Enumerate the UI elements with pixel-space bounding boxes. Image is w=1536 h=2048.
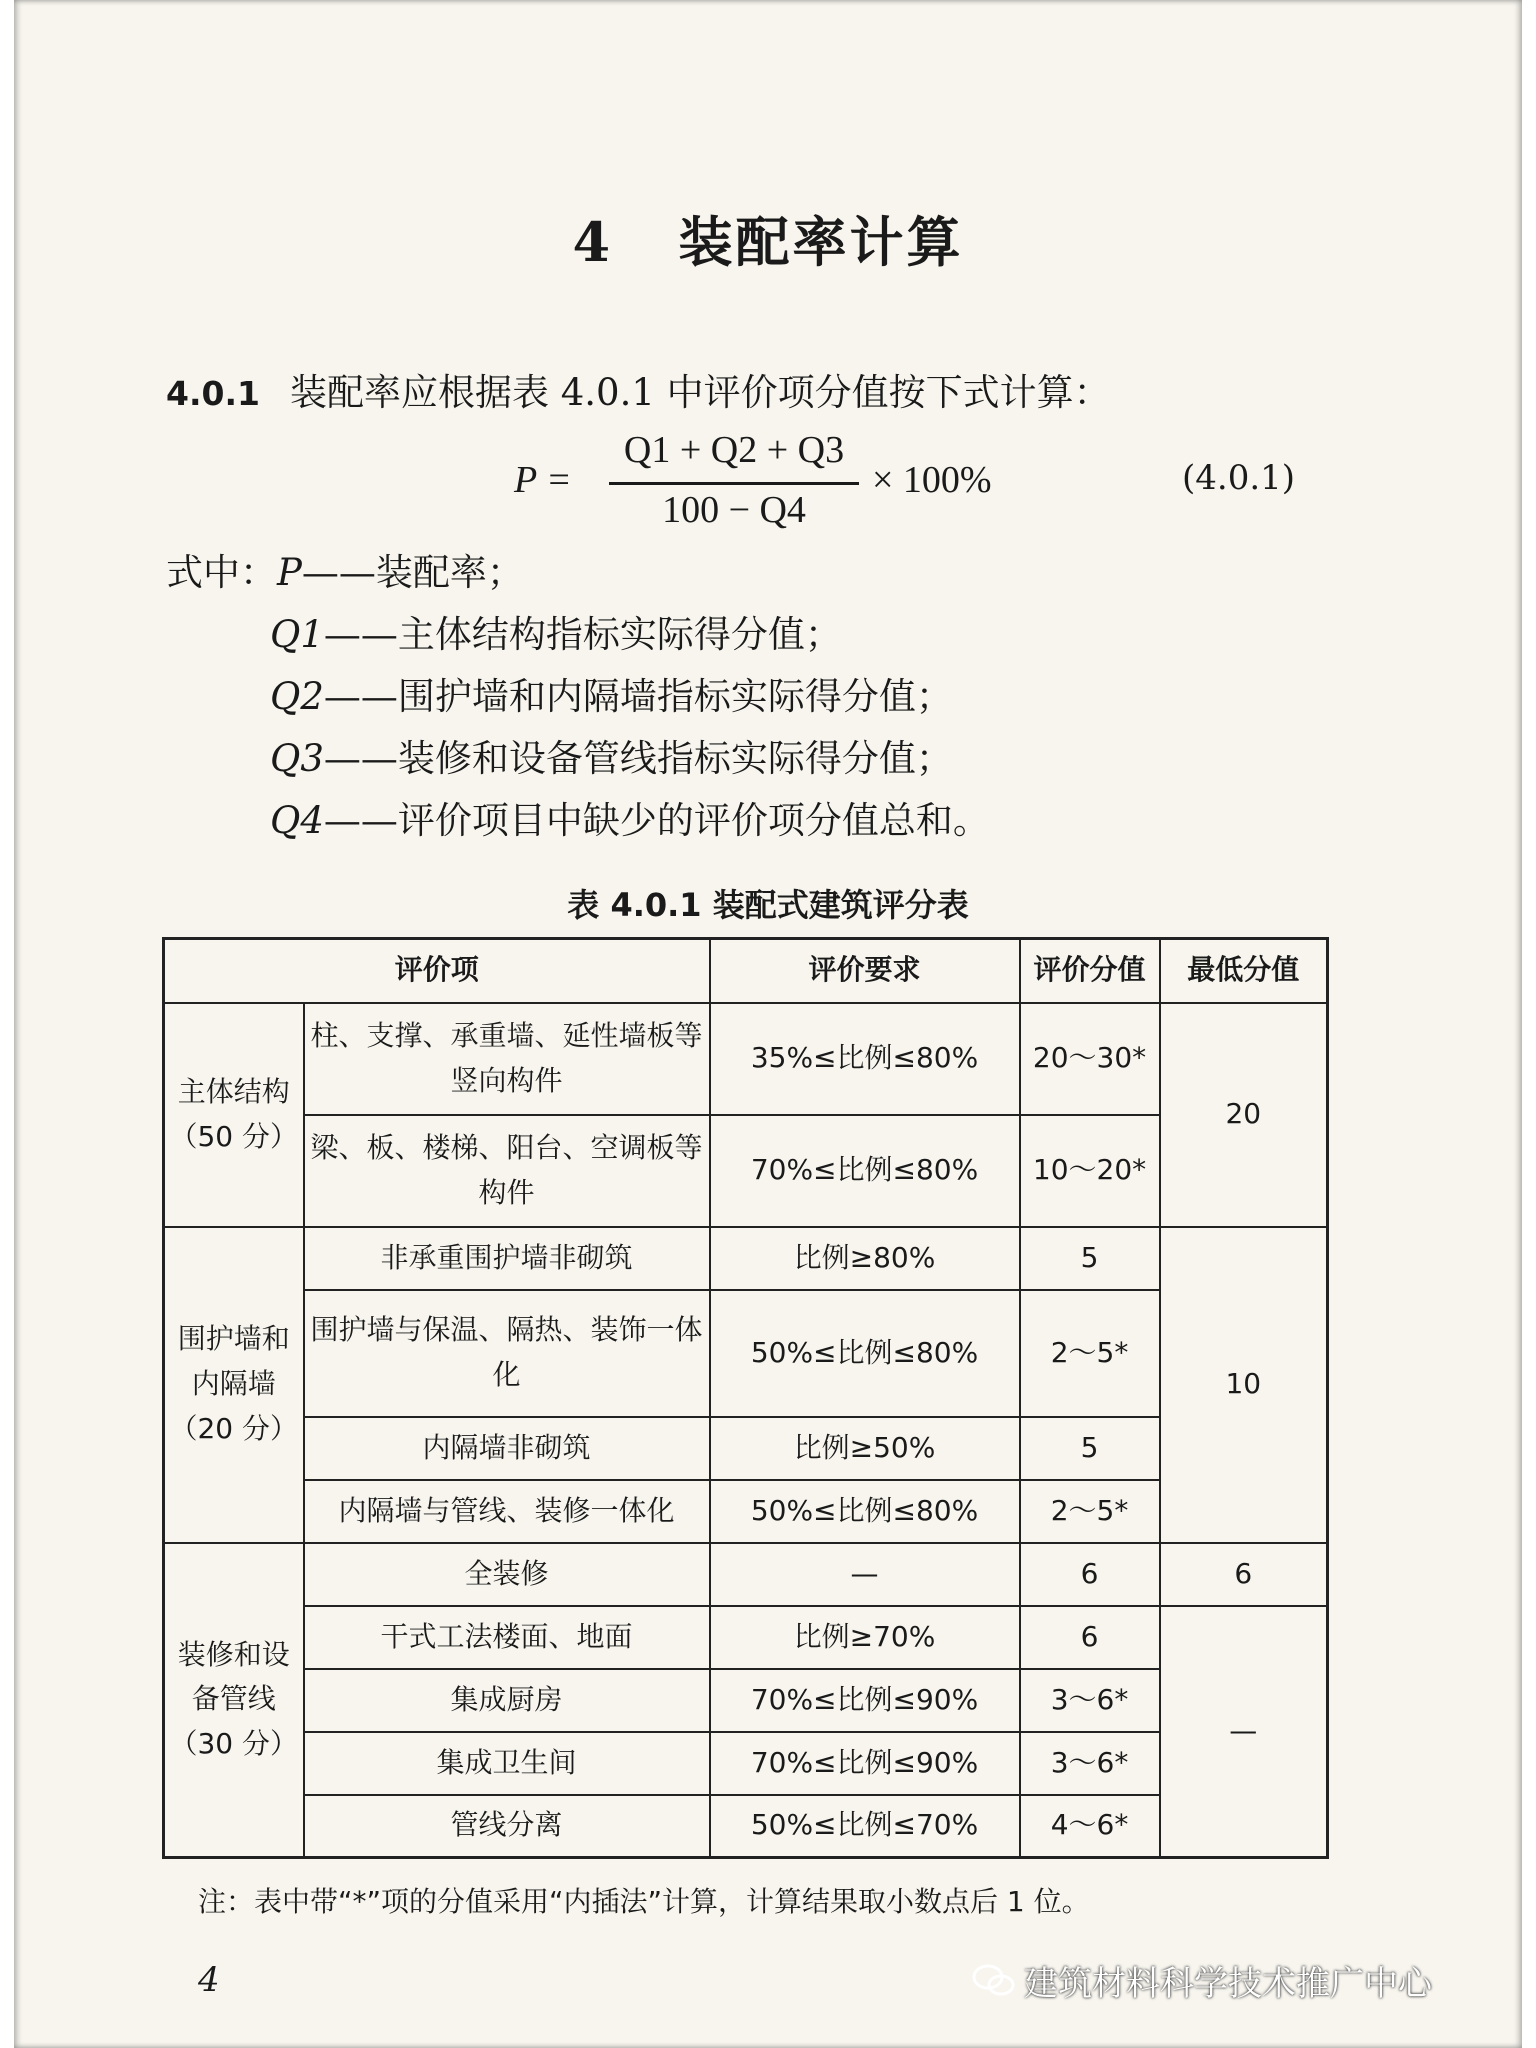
item-cell: 内隔墙非砌筑: [304, 1417, 710, 1480]
definition-head-label: 式中：: [166, 551, 277, 594]
page-number: 4: [198, 1960, 220, 2000]
definition-symbol: Q3: [270, 737, 324, 780]
requirement-cell: 70%≤比例≤90%: [710, 1669, 1020, 1732]
min-score-cell: 20: [1160, 1003, 1328, 1227]
item-cell: 内隔墙与管线、装修一体化: [304, 1480, 710, 1543]
item-cell: 柱、支撑、承重墙、延性墙板等竖向构件: [304, 1003, 710, 1115]
definition-row: [270, 728, 953, 782]
watermark: [972, 1956, 1432, 2008]
definition-text: ——围护墙和内隔墙指标实际得分值；: [323, 675, 953, 718]
chapter-title: 装配率计算: [678, 210, 964, 274]
header-requirement: 评价要求: [710, 939, 1020, 1003]
requirement-cell: 比例≥70%: [710, 1606, 1020, 1669]
watermark-text: 建筑材料科学技术推广中心: [1024, 1964, 1432, 2004]
clause-number: 4.0.1: [166, 374, 260, 413]
chapter-number: 4: [572, 210, 614, 274]
item-cell: 管线分离: [304, 1795, 710, 1858]
score-cell: 4～6*: [1020, 1795, 1160, 1858]
definition-text: ——评价项目中缺少的评价项分值总和。: [323, 799, 990, 842]
score-cell: 2～5*: [1020, 1290, 1160, 1417]
clause-4-0-1: [166, 362, 1111, 416]
requirement-cell: 比例≥80%: [710, 1227, 1020, 1290]
group-name: 围护墙和内隔墙（20 分）: [164, 1227, 304, 1543]
definition-row: [270, 666, 953, 720]
min-score-cell: 10: [1160, 1227, 1328, 1543]
table-row: [164, 1669, 1328, 1732]
document-page: [14, 0, 1522, 2048]
score-cell: 6: [1020, 1606, 1160, 1669]
definition-text: ——装配率；: [301, 551, 524, 594]
header-min-score: 最低分值: [1160, 939, 1328, 1003]
requirement-cell: 35%≤比例≤80%: [710, 1003, 1020, 1115]
table-header-row: [164, 939, 1328, 1003]
score-cell: 5: [1020, 1417, 1160, 1480]
score-cell: 5: [1020, 1227, 1160, 1290]
formula-multiplier: × 100%: [872, 459, 992, 501]
score-cell: 20～30*: [1020, 1003, 1160, 1115]
score-cell: 6: [1020, 1543, 1160, 1606]
table-row: [164, 1417, 1328, 1480]
score-cell: 2～5*: [1020, 1480, 1160, 1543]
requirement-cell: 50%≤比例≤70%: [710, 1795, 1020, 1858]
min-score-cell: 6: [1160, 1543, 1328, 1606]
definition-text: ——主体结构指标实际得分值；: [323, 613, 842, 656]
wechat-icon: [972, 1963, 1016, 2008]
formula: [494, 428, 1134, 538]
chapter-heading: [14, 200, 1522, 277]
header-score: 评价分值: [1020, 939, 1160, 1003]
definition-text: ——装修和设备管线指标实际得分值；: [323, 737, 953, 780]
definition-symbol: Q2: [270, 675, 324, 718]
table-row: [164, 1606, 1328, 1669]
header-item: 评价项: [164, 939, 710, 1003]
definition-symbol: Q4: [270, 799, 324, 842]
requirement-cell: 70%≤比例≤80%: [710, 1115, 1020, 1227]
formula-denominator: 100 − Q4: [662, 489, 806, 531]
group-name: 装修和设备管线（30 分）: [164, 1543, 304, 1858]
table-row: [164, 1290, 1328, 1417]
min-score-cell: —: [1160, 1606, 1328, 1858]
table-row: [164, 1732, 1328, 1795]
requirement-cell: —: [710, 1543, 1020, 1606]
item-cell: 集成卫生间: [304, 1732, 710, 1795]
score-cell: 10～20*: [1020, 1115, 1160, 1227]
formula-numerator: Q1 + Q2 + Q3: [623, 429, 845, 471]
item-cell: 梁、板、楼梯、阳台、空调板等构件: [304, 1115, 710, 1227]
table-row: [164, 1795, 1328, 1858]
score-cell: 3～6*: [1020, 1732, 1160, 1795]
group-name: 主体结构（50 分）: [164, 1003, 304, 1227]
definition-row: [270, 604, 842, 658]
item-cell: 非承重围护墙非砌筑: [304, 1227, 710, 1290]
fraction-bar: [609, 482, 859, 485]
table-row: [164, 1003, 1328, 1115]
requirement-cell: 70%≤比例≤90%: [710, 1732, 1020, 1795]
score-cell: 3～6*: [1020, 1669, 1160, 1732]
requirement-cell: 50%≤比例≤80%: [710, 1290, 1020, 1417]
table-note: 注：表中带“*”项的分值采用“内插法”计算，计算结果取小数点后 1 位。: [198, 1885, 1090, 1918]
table-title: 表 4.0.1 装配式建筑评分表: [567, 886, 969, 924]
item-cell: 围护墙与保温、隔热、装饰一体化: [304, 1290, 710, 1417]
item-cell: 干式工法楼面、地面: [304, 1606, 710, 1669]
item-cell: 集成厨房: [304, 1669, 710, 1732]
requirement-cell: 50%≤比例≤80%: [710, 1480, 1020, 1543]
clause-text: 装配率应根据表 4.0.1 中评价项分值按下式计算：: [289, 371, 1111, 414]
scoring-table: [162, 937, 1329, 1859]
item-cell: 全装修: [304, 1543, 710, 1606]
definition-head: [166, 542, 524, 596]
requirement-cell: 比例≥50%: [710, 1417, 1020, 1480]
table-row: [164, 1480, 1328, 1543]
definition-symbol: P: [277, 551, 302, 594]
definition-symbol: Q1: [270, 613, 324, 656]
table-row: [164, 1227, 1328, 1290]
formula-lhs: P =: [514, 459, 572, 501]
equation-number: (4.0.1): [1182, 458, 1296, 498]
table-row: [164, 1543, 1328, 1606]
definition-row: [270, 790, 990, 844]
table-row: [164, 1115, 1328, 1227]
